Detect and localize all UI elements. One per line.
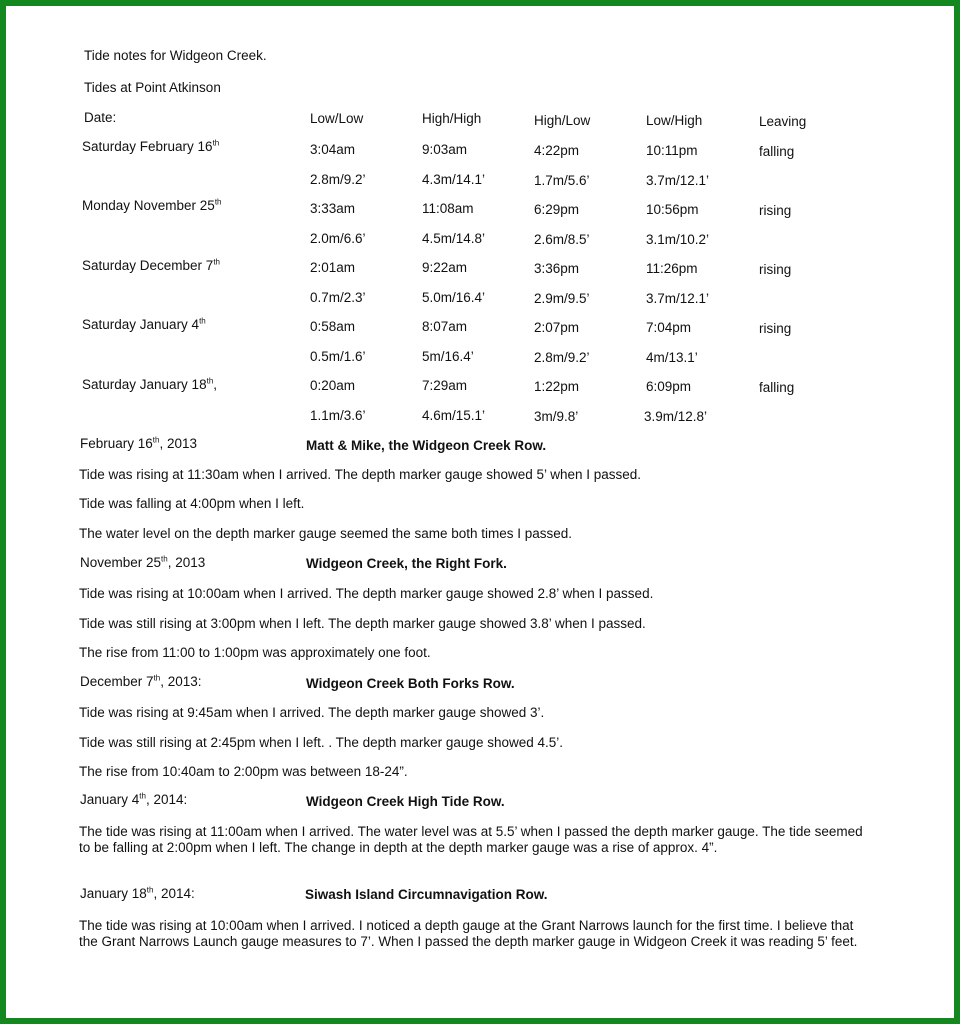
row-date: Saturday January 4th [82, 316, 206, 332]
time-low-high: 10:11pm [646, 143, 698, 158]
row-date: Monday November 25th [82, 197, 222, 213]
height-low-low: 0.5m/1.6’ [310, 349, 366, 364]
height-low-high: 3.9m/12.8’ [644, 409, 708, 424]
height-low-high: 3.1m/10.2’ [646, 232, 710, 247]
row-date: Saturday February 16th [82, 138, 220, 154]
time-high-low: 2:07pm [534, 320, 580, 335]
time-low-high: 7:04pm [646, 320, 692, 335]
row-date: Saturday December 7th [82, 257, 220, 273]
time-high-high: 8:07am [422, 319, 468, 334]
height-high-low: 2.9m/9.5’ [534, 291, 590, 306]
time-high-low: 3:36pm [534, 261, 580, 276]
note-line: Tide was still rising at 3:00pm when I left. The depth marker gauge showed 3.8’ when I passed. [79, 616, 646, 631]
col-header-low-high: Low/High [646, 113, 703, 128]
height-high-low: 1.7m/5.6’ [534, 173, 590, 188]
note-line: Tide was falling at 4:00pm when I left. [79, 496, 305, 511]
height-low-low: 0.7m/2.3’ [310, 290, 366, 305]
height-low-low: 2.8m/9.2’ [310, 172, 366, 187]
note-line: The rise from 10:40am to 2:00pm was between 18-24”. [79, 764, 408, 779]
station-name: Tides at Point Atkinson [84, 80, 221, 95]
leaving-status: rising [759, 321, 792, 336]
col-header-date: Date: [84, 110, 117, 125]
height-low-low: 1.1m/3.6’ [310, 408, 366, 423]
col-header-high-high: High/High [422, 111, 482, 126]
height-high-high: 4.5m/14.8’ [422, 231, 486, 246]
leaving-status: falling [759, 144, 795, 159]
height-high-high: 4.3m/14.1’ [422, 172, 486, 187]
height-low-high: 4m/13.1’ [646, 350, 698, 365]
leaving-status: rising [759, 262, 792, 277]
time-low-low: 0:58am [310, 319, 356, 334]
height-low-low: 2.0m/6.6’ [310, 231, 366, 246]
col-header-high-low: High/Low [534, 113, 591, 128]
leaving-status: falling [759, 380, 795, 395]
time-high-high: 9:03am [422, 142, 468, 157]
time-high-high: 11:08am [422, 201, 474, 216]
time-low-high: 6:09pm [646, 379, 692, 394]
time-low-low: 2:01am [310, 260, 356, 275]
time-low-low: 3:33am [310, 201, 356, 216]
note-title: Widgeon Creek Both Forks Row. [306, 676, 515, 691]
time-high-high: 7:29am [422, 378, 468, 393]
height-high-high: 4.6m/15.1’ [422, 408, 486, 423]
height-high-low: 2.8m/9.2’ [534, 350, 590, 365]
time-low-high: 10:56pm [646, 202, 699, 217]
height-high-high: 5m/16.4’ [422, 349, 474, 364]
height-high-low: 3m/9.8’ [534, 409, 579, 424]
note-date: January 4th, 2014: [80, 791, 188, 807]
note-line: Tide was still rising at 2:45pm when I left. . The depth marker gauge showed 4.5’. [79, 735, 564, 750]
height-high-high: 5.0m/16.4’ [422, 290, 486, 305]
time-high-low: 4:22pm [534, 143, 580, 158]
note-line: Tide was rising at 10:00am when I arrived. The depth marker gauge showed 2.8’ when I passed. [79, 586, 654, 601]
note-date: December 7th, 2013: [80, 673, 202, 689]
note-title: Siwash Island Circumnavigation Row. [305, 887, 548, 902]
time-low-high: 11:26pm [646, 261, 698, 276]
height-low-high: 3.7m/12.1’ [646, 173, 710, 188]
note-title: Matt & Mike, the Widgeon Creek Row. [306, 438, 547, 453]
time-high-low: 6:29pm [534, 202, 580, 217]
height-low-high: 3.7m/12.1’ [646, 291, 710, 306]
time-low-low: 3:04am [310, 142, 356, 157]
note-title: Widgeon Creek High Tide Row. [306, 794, 505, 809]
col-header-low-low: Low/Low [310, 111, 364, 126]
leaving-status: rising [759, 203, 792, 218]
note-line: The rise from 11:00 to 1:00pm was approximately one foot. [79, 645, 431, 660]
note-line: The water level on the depth marker gauge seemed the same both times I passed. [79, 526, 573, 541]
time-low-low: 0:20am [310, 378, 356, 393]
col-header-leaving: Leaving [759, 114, 807, 129]
note-date: February 16th, 2013 [80, 435, 198, 451]
note-date: January 18th, 2014: [80, 885, 195, 901]
doc-title: Tide notes for Widgeon Creek. [84, 48, 267, 63]
note-paragraph: The tide was rising at 11:00am when I arrived. The water level was at 5.5’ when I passed the depth marker gauge. The tide seemed to be falling at 2:00pm when I left. The change in depth at the depth marker gauge was a rise of approx. 4”. [79, 824, 863, 855]
note-line: Tide was rising at 9:45am when I arrived. The depth marker gauge showed 3’. [79, 705, 545, 720]
time-high-low: 1:22pm [534, 379, 580, 394]
height-high-low: 2.6m/8.5’ [534, 232, 590, 247]
time-high-high: 9:22am [422, 260, 468, 275]
row-date: Saturday January 18th, [82, 376, 218, 392]
note-line: Tide was rising at 11:30am when I arrived. The depth marker gauge showed 5’ when I passed. [79, 467, 642, 482]
note-date: November 25th, 2013 [80, 554, 206, 570]
note-paragraph: The tide was rising at 10:00am when I arrived. I noticed a depth gauge at the Grant Narrows launch for the first time. I believe that the Grant Narrows Launch gauge measures to 7’. When I passed the depth marker gauge in Widgeon Creek it was reading 5’ feet. [79, 918, 858, 949]
note-title: Widgeon Creek, the Right Fork. [306, 556, 507, 571]
